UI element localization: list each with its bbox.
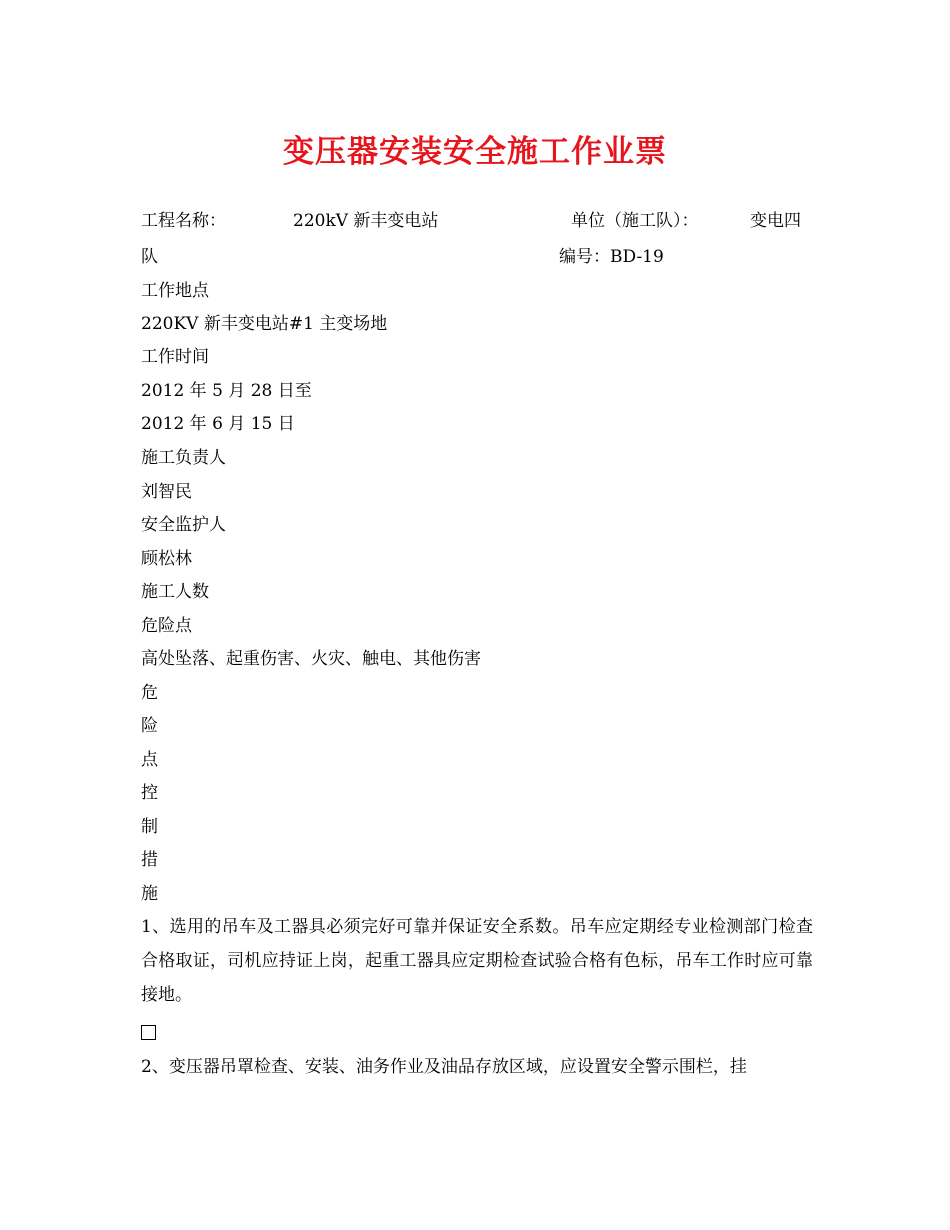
project-name-value: 220kV 新丰变电站 bbox=[293, 211, 439, 231]
safety-supervisor-value: 顾松林 bbox=[141, 549, 192, 569]
measure-paragraph-2: 2、变压器吊罩检查、安装、油务作业及油品存放区域，应设置安全警示围栏，挂 bbox=[141, 1057, 747, 1077]
hazard-label: 危险点 bbox=[141, 616, 192, 636]
control-measures-char: 制 bbox=[141, 817, 158, 837]
hazard-value: 高处坠落、起重伤害、火灾、触电、其他伤害 bbox=[141, 649, 481, 669]
measure-paragraph-1: 1、选用的吊车及工器具必须完好可靠并保证安全系数。吊车应定期经专业检测部门检查合格取证，司机应持证上岗，起重工器具应定期检查试验合格有色标，吊车工作时应可靠接地。 bbox=[141, 917, 813, 1005]
unit-label: 单位（施工队）： bbox=[571, 211, 699, 231]
control-measures-char: 点 bbox=[141, 750, 158, 770]
document-title: 变压器安装安全施工作业票 bbox=[283, 134, 667, 170]
work-time-start: 2012 年 5 月 28 日至 bbox=[141, 381, 312, 401]
serial-number: 编号：BD-19 bbox=[559, 247, 664, 267]
control-measures-char: 险 bbox=[141, 716, 158, 736]
work-time-end: 2012 年 6 月 15 日 bbox=[141, 414, 295, 434]
work-time-label: 工作时间 bbox=[141, 347, 209, 367]
safety-supervisor-label: 安全监护人 bbox=[141, 515, 226, 535]
construction-lead-label: 施工负责人 bbox=[141, 448, 226, 468]
unit-value-continued: 队 bbox=[141, 247, 158, 267]
control-measures-char: 施 bbox=[141, 884, 158, 904]
construction-lead-value: 刘智民 bbox=[141, 482, 192, 502]
worker-count-label: 施工人数 bbox=[141, 582, 209, 602]
checkbox[interactable] bbox=[141, 1025, 156, 1040]
project-name-label: 工程名称： bbox=[141, 211, 226, 231]
control-measures-char: 控 bbox=[141, 783, 158, 803]
work-location-value: 220KV 新丰变电站#1 主变场地 bbox=[141, 314, 388, 334]
control-measures-char: 危 bbox=[141, 683, 158, 703]
control-measures-char: 措 bbox=[141, 850, 158, 870]
work-location-label: 工作地点 bbox=[141, 281, 209, 301]
unit-value: 变电四 bbox=[750, 211, 801, 231]
